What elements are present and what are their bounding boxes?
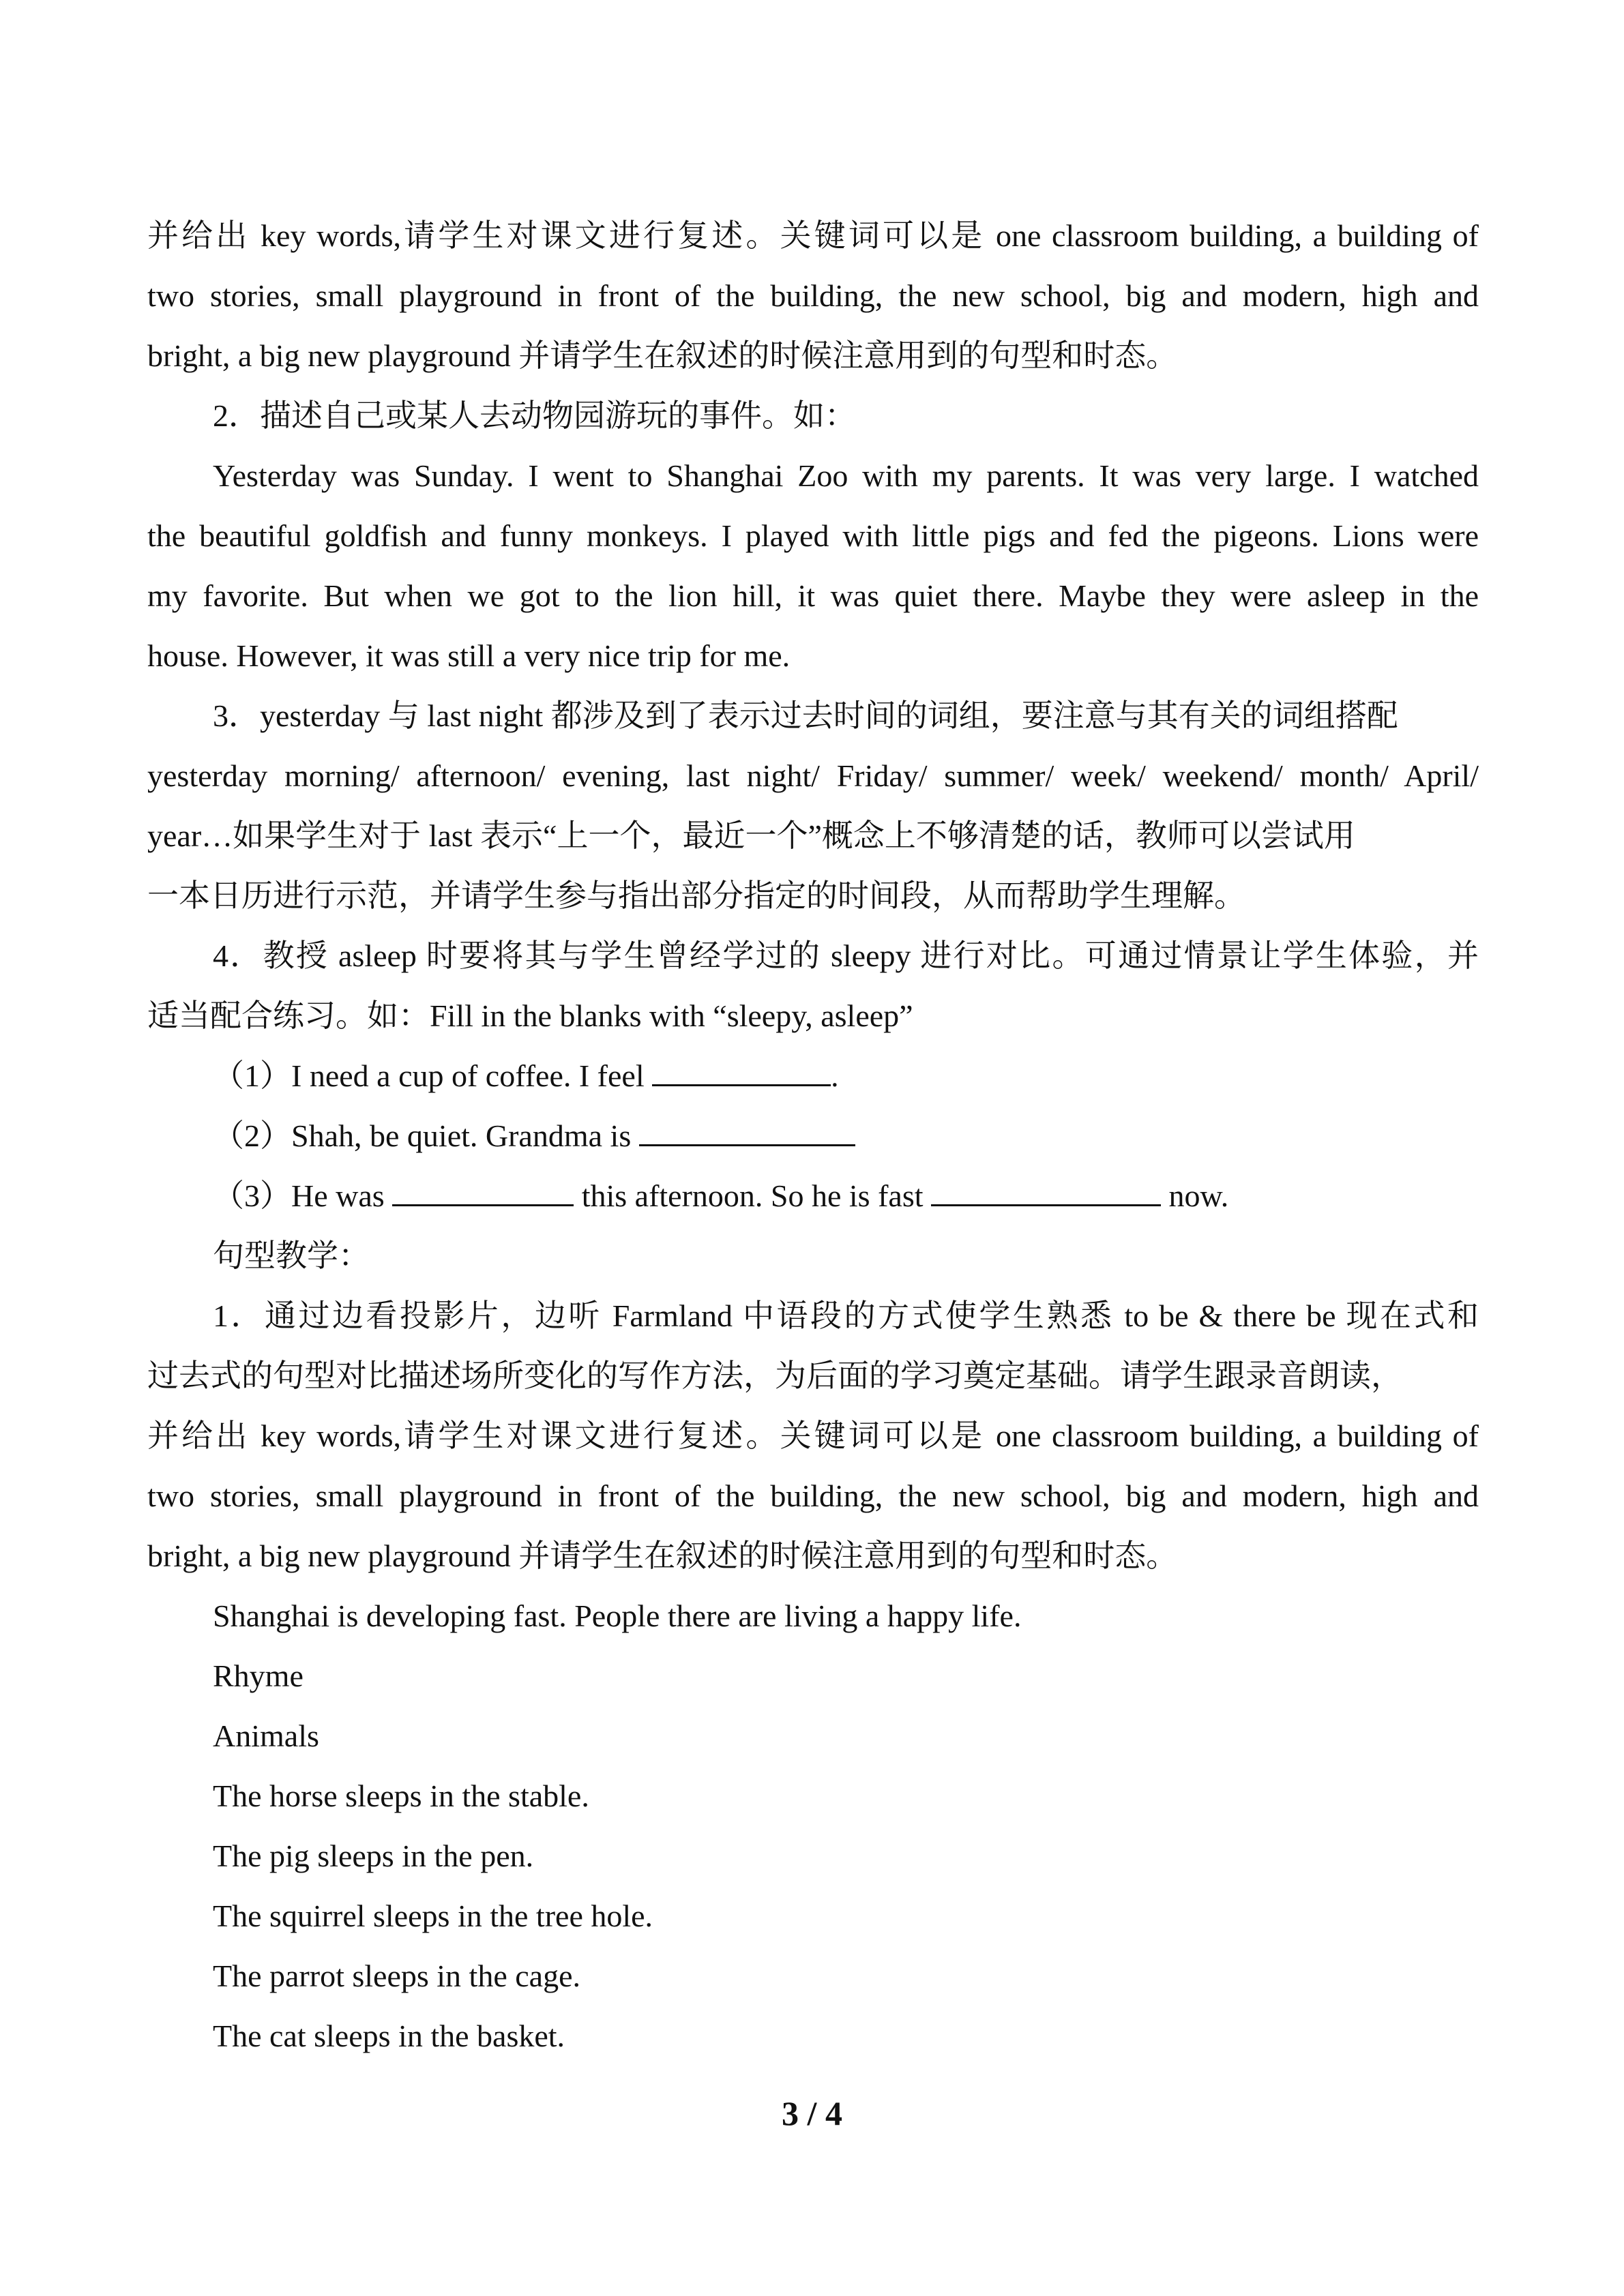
exercise-3-text: （3）He was [213,1178,393,1213]
exercise-1-end: . [831,1058,839,1093]
exercise-2-text: （2）Shah, be quiet. Grandma is [213,1118,639,1153]
rhyme-heading: Rhyme [213,1658,304,1693]
item-4-line: 适当配合练习。如：Fill in the blanks with “sleepy, asleep” [147,998,913,1033]
item-3-line: yesterday morning/ afternoon/ evening, last night/ Friday/ summer/ week/ weekend/ month/ April/ [147,758,1479,793]
zoo-paragraph-line: my favorite. But when we got to the lion hill, it was quiet there. Maybe they were asleep in the [147,578,1479,613]
document-body [147,206,1479,2066]
exercise-3-blank-1[interactable] [392,1177,574,1206]
exercise-1-text: （1）I need a cup of coffee. I feel [213,1058,653,1093]
page-number: 3 / 4 [782,2094,842,2132]
exercise-3-text: this afternoon. So he is fast [574,1178,931,1213]
sentence-teaching-heading: 句型教学： [213,1238,370,1273]
rhyme-line: The squirrel sleeps in the tree hole. [213,1898,653,1933]
recap-paragraph-line: 并给出 key words,请学生对课文进行复述。关键词可以是 one classroom building, a building of [147,218,1479,253]
recap-paragraph-line: two stories, small playground in front of the building, the new school, big and modern, high and [147,278,1479,313]
rhyme-title: Animals [213,1718,319,1753]
sentence-teaching-line: 过去式的句型对比描述场所变化的写作方法，为后面的学习奠定基础。请学生跟录音朗读， [147,1358,1402,1393]
rhyme-line: The cat sleeps in the basket. [213,2018,565,2053]
exercise-1 [147,1046,1479,1106]
exercise-3-blank-2[interactable] [931,1177,1161,1206]
sentence-teaching-line: two stories, small playground in front of the building, the new school, big and modern, high and [147,1478,1479,1513]
item-3-line: 一本日历进行示范，并请学生参与指出部分指定的时间段，从而帮助学生理解。 [147,878,1245,913]
item-3-line: 3．yesterday 与 last night 都涉及到了表示过去时间的词组，要注意与其有关的词组搭配 [213,698,1398,733]
item-4-line: 4．教授 asleep 时要将其与学生曾经学过的 sleepy 进行对比。可通过情景让学生体验，并 [213,938,1479,973]
item-3-line: year…如果学生对于 last 表示“上一个，最近一个”概念上不够清楚的话，教师可以尝试用 [147,818,1355,853]
sentence-teaching-line: 1．通过边看投影片，边听 Farmland 中语段的方式使学生熟悉 to be & there be 现在式和 [213,1298,1479,1333]
shanghai-sentence: Shanghai is developing fast. People there are living a happy life. [213,1598,1022,1633]
item-2-heading: 2．描述自己或某人去动物园游玩的事件。如： [213,398,856,433]
exercise-2 [147,1106,1479,1166]
recap-paragraph-line: bright, a big new playground 并请学生在叙述的时候注意用到的句型和时态。 [147,338,1178,373]
exercise-1-blank[interactable] [652,1057,831,1086]
rhyme-line: The pig sleeps in the pen. [213,1838,534,1873]
exercise-2-blank[interactable] [639,1117,855,1146]
zoo-paragraph-line: house. However, it was still a very nice trip for me. [147,638,791,673]
exercise-3-text: now. [1161,1178,1229,1213]
sentence-teaching-line: 并给出 key words,请学生对课文进行复述。关键词可以是 one classroom building, a building of [147,1418,1479,1453]
exercise-3 [147,1166,1479,1226]
zoo-paragraph-line: Yesterday was Sunday. I went to Shanghai Zoo with my parents. It was very large. I watched [213,458,1479,493]
zoo-paragraph-line: the beautiful goldfish and funny monkeys. I played with little pigs and fed the pigeons. Lions were [147,518,1479,553]
rhyme-line: The parrot sleeps in the cage. [213,1958,580,1993]
sentence-teaching-line: bright, a big new playground 并请学生在叙述的时候注意用到的句型和时态。 [147,1538,1178,1573]
rhyme-line: The horse sleeps in the stable. [213,1778,589,1813]
